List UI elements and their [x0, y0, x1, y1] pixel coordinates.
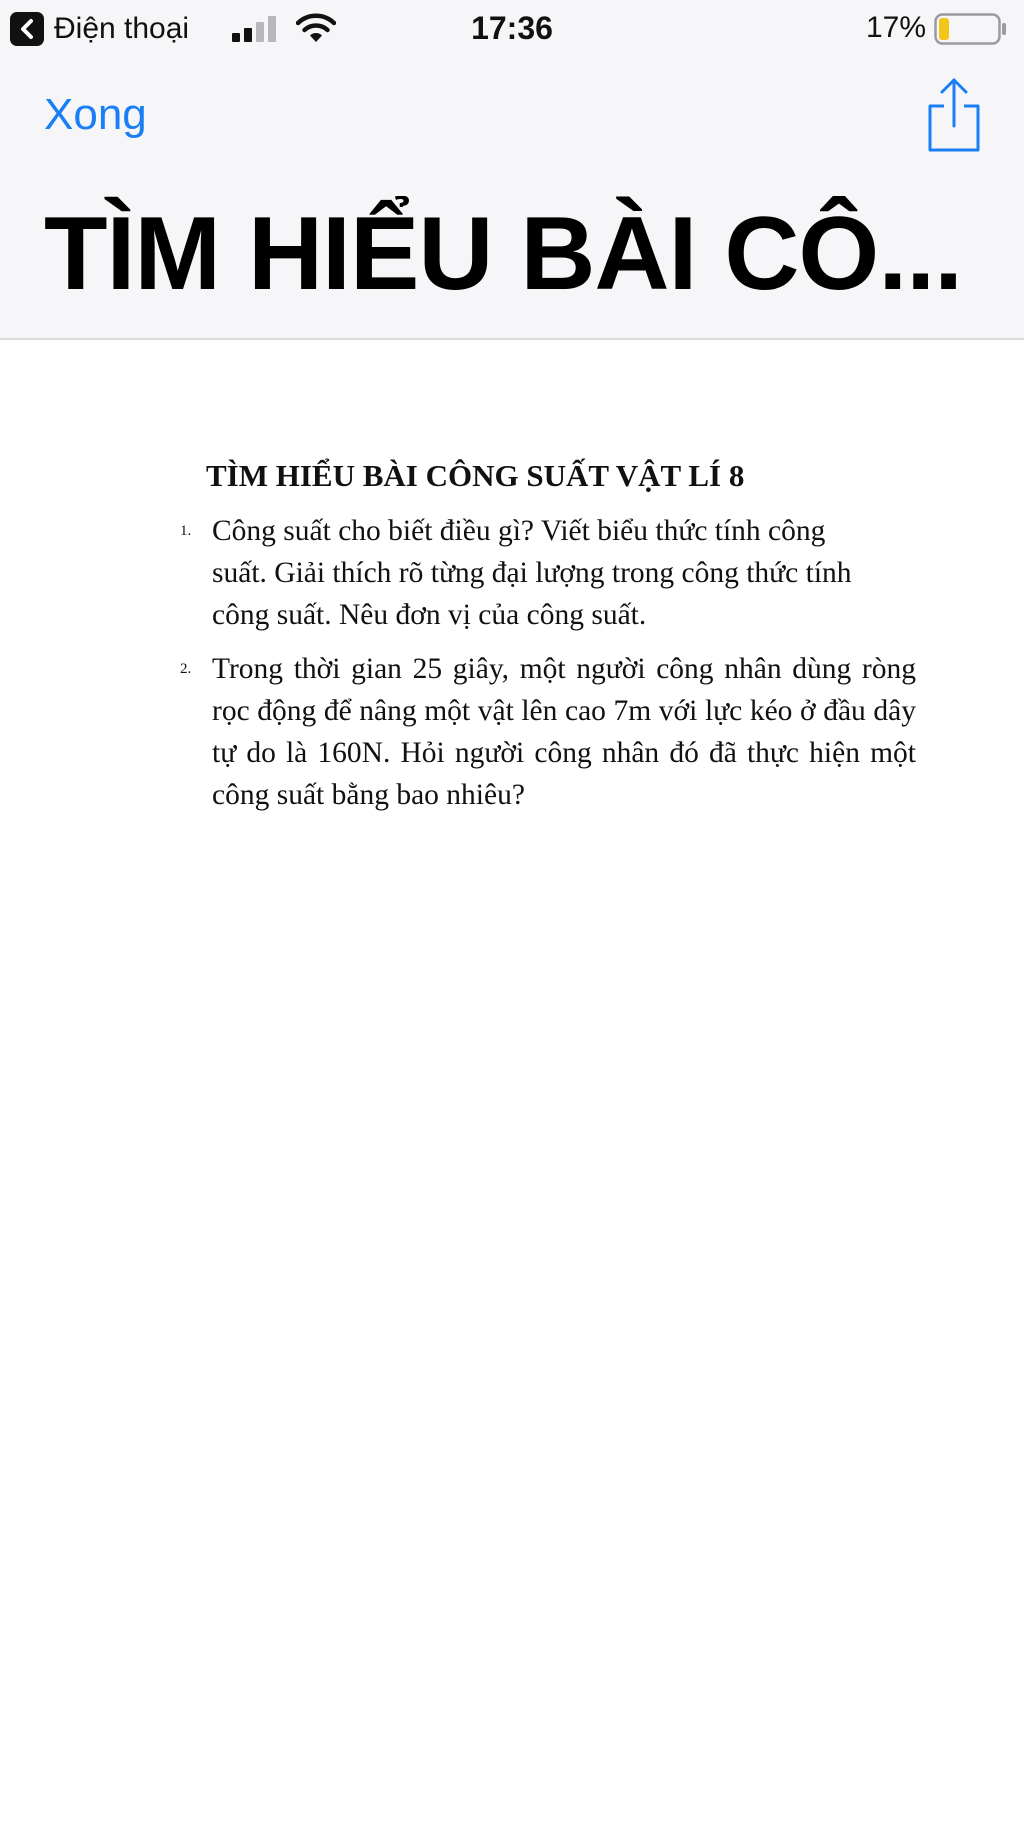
question-item — [176, 510, 876, 636]
status-bar — [0, 0, 1024, 56]
share-icon[interactable] — [924, 76, 984, 154]
battery-icon — [934, 13, 1008, 45]
status-time: 17:36 — [471, 10, 553, 46]
battery-percentage: 17% — [865, 11, 926, 44]
document-page — [176, 456, 916, 816]
question-number: 1. — [180, 523, 192, 539]
question-text: Công suất cho biết điều gì? Viết biểu thức tính công suất. Giải thích rõ từng đại lượng trong công thức tính công suất. Nêu đơn vị của công suất. — [212, 515, 852, 631]
back-app-label: Điện thoại — [54, 12, 190, 45]
document-heading: TÌM HIỂU BÀI CÔNG SUẤT VẬT LÍ 8 — [206, 458, 745, 493]
done-button[interactable]: Xong — [44, 90, 147, 139]
page-title: TÌM HIỂU BÀI CÔ... — [44, 196, 962, 312]
question-text: Trong thời gian 25 giây, một người công nhân dùng ròng rọc động để nâng một vật lên cao 7m với lực kéo ở đầu dây tự do là 160N. Hỏi người công nhân đó đã thực hiện một công suất bằng bao nhiêu? — [212, 653, 916, 811]
question-item — [176, 648, 916, 816]
question-number: 2. — [180, 661, 192, 677]
